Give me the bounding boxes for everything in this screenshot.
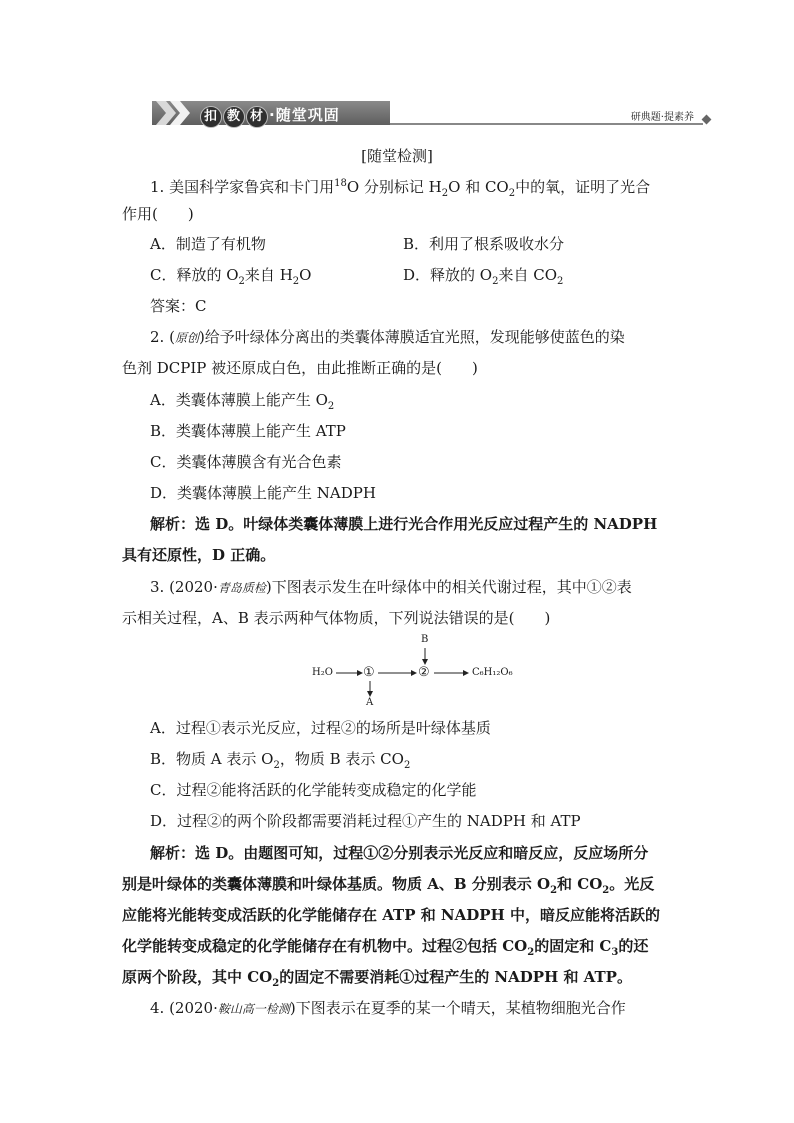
banner-char-2: 教	[223, 106, 245, 128]
q3-option-a: A．过程①表示光反应，过程②的场所是叶绿体基质	[150, 719, 491, 737]
q2-explanation-2: 具有还原性，D 正确。	[122, 546, 276, 564]
q3-explanation-2	[122, 874, 654, 901]
q3-explanation-1: 解析：选 D。由题图可知，过程①②分别表示光反应和暗反应，反应场所分	[150, 844, 649, 862]
q3-line1	[150, 577, 632, 598]
q2-line2: 色剂 DCPIP 被还原成白色，由此推断正确的是( )	[122, 359, 478, 377]
section-title: [随堂检测]	[361, 147, 433, 165]
q1-answer: 答案：C	[150, 297, 207, 315]
q2-line1	[150, 327, 625, 348]
q3-option-d: D．过程②的两个阶段都需要消耗过程①产生的 NADPH 和 ATP	[150, 812, 581, 830]
q3-e4-b: 的固定和 C	[534, 937, 612, 955]
q3-e5-a: 原两个阶段，其中 CO	[122, 968, 273, 986]
diamond-icon	[702, 115, 712, 125]
q1-c-b: 来自 H	[244, 266, 293, 284]
q1-d-b: 来自 CO	[498, 266, 558, 284]
q1-option-c	[150, 265, 311, 292]
sub-2: 2	[292, 276, 300, 287]
header-right-tag: 研典题·提素养	[630, 112, 694, 123]
sub-3: 3	[611, 947, 619, 958]
diagram-process-1: ①	[363, 665, 375, 680]
header-banner	[152, 101, 390, 125]
sub-2: 2	[550, 885, 558, 896]
sub-2: 2	[327, 401, 335, 412]
q2-source: 原创	[174, 331, 199, 345]
diagram-process-2: ②	[418, 665, 430, 680]
banner-char-1: 扣	[200, 106, 222, 128]
q1-c-a: C．释放的 O	[150, 266, 239, 284]
banner-title	[200, 104, 340, 128]
q2-explanation-1: 解析：选 D。叶绿体类囊体薄膜上进行光合作用光反应过程产生的 NADPH	[150, 515, 658, 533]
q3-explanation-5	[122, 967, 632, 994]
q4-num: 4. (2020·	[150, 999, 218, 1017]
q3-e5-b: 的固定不需要消耗①过程产生的 NADPH 和 ATP。	[279, 968, 632, 986]
diagram-h2o: H₂O	[312, 667, 333, 678]
banner-rest: ·随堂巩固	[269, 106, 340, 124]
sub-2: 2	[557, 276, 564, 287]
q4-line1	[150, 998, 626, 1019]
q1-line1	[150, 174, 650, 204]
q1-option-a: A．制造了有机物	[150, 235, 266, 253]
sub-2: 2	[441, 188, 449, 199]
q1-option-d	[403, 265, 563, 292]
q1-c-c: O	[299, 266, 312, 284]
q3-num: 3. (2020·	[150, 578, 218, 596]
diagram-label-a: A	[366, 697, 374, 708]
sub-2: 2	[527, 947, 535, 958]
chevron-arrows-icon	[156, 101, 202, 125]
section-header	[152, 99, 712, 127]
q2-num: 2. (	[150, 328, 175, 346]
q2-a-text: A．类囊体薄膜上能产生 O	[150, 391, 328, 409]
q1-text-b: O 分别标记 H	[346, 178, 442, 196]
q3-option-b	[150, 749, 410, 776]
q1-isotope: 18	[334, 178, 347, 189]
q1-option-b: B．利用了根系吸收水分	[403, 235, 565, 253]
sub-2: 2	[238, 276, 245, 287]
q3-e2-c: 。光反	[609, 875, 655, 893]
q4-source: 鞍山高一检测	[217, 1002, 290, 1016]
q3-explanation-4	[122, 936, 648, 963]
header-rule	[390, 123, 703, 125]
q2-option-d: D．类囊体薄膜上能产生 NADPH	[150, 484, 376, 502]
sub-2: 2	[273, 760, 280, 771]
process-diagram	[312, 634, 522, 710]
sub-2: 2	[492, 276, 499, 287]
q4-text: )下图表示在夏季的某一个晴天，某植物细胞光合作	[289, 999, 626, 1017]
q3-e2-a: 别是叶绿体的类囊体薄膜和叶绿体基质。物质 A、B 分别表示 O	[122, 875, 551, 893]
sub-2: 2	[508, 188, 516, 199]
q3-e4-c: 的还	[618, 937, 649, 955]
q2-option-c: C．类囊体薄膜含有光合色素	[150, 453, 342, 471]
q1-text-d: 中的氧，证明了光合	[515, 178, 651, 196]
q3-b-b: ，物质 B 表示 CO	[279, 750, 404, 768]
sub-2: 2	[403, 760, 411, 771]
q3-line2: 示相关过程，A、B 表示两种气体物质，下列说法错误的是( )	[122, 609, 551, 627]
q3-b-a: B．物质 A 表示 O	[150, 750, 274, 768]
sub-2: 2	[602, 885, 610, 896]
diagram-glucose: C₆H₁₂O₆	[472, 667, 513, 678]
q1-text-a: 1. 美国科学家鲁宾和卡门用	[150, 178, 335, 196]
q3-e4-a: 化学能转变成稳定的化学能储存在有机物中。过程②包括 CO	[122, 937, 528, 955]
diagram-label-b: B	[421, 634, 429, 645]
banner-char-3: 材	[246, 106, 268, 128]
q2-text: )给予叶绿体分离出的类囊体薄膜适宜光照，发现能够使蓝色的染	[198, 328, 625, 346]
q1-line2: 作用( )	[122, 205, 194, 223]
q3-source: 青岛质检	[217, 581, 266, 595]
q2-option-a	[150, 390, 334, 417]
q3-explanation-3: 应能将光能转变成活跃的化学能储存在 ATP 和 NADPH 中，暗反应能将活跃的	[122, 906, 660, 924]
q1-text-c: O 和 CO	[448, 178, 509, 196]
q3-e2-b: 和 CO	[557, 875, 603, 893]
q3-option-c: C．过程②能将活跃的化学能转变成稳定的化学能	[150, 781, 477, 799]
sub-2: 2	[272, 978, 280, 989]
q2-option-b: B．类囊体薄膜上能产生 ATP	[150, 422, 346, 440]
q3-text: )下图表示发生在叶绿体中的相关代谢过程，其中①②表	[265, 578, 632, 596]
q1-d-a: D．释放的 O	[403, 266, 493, 284]
